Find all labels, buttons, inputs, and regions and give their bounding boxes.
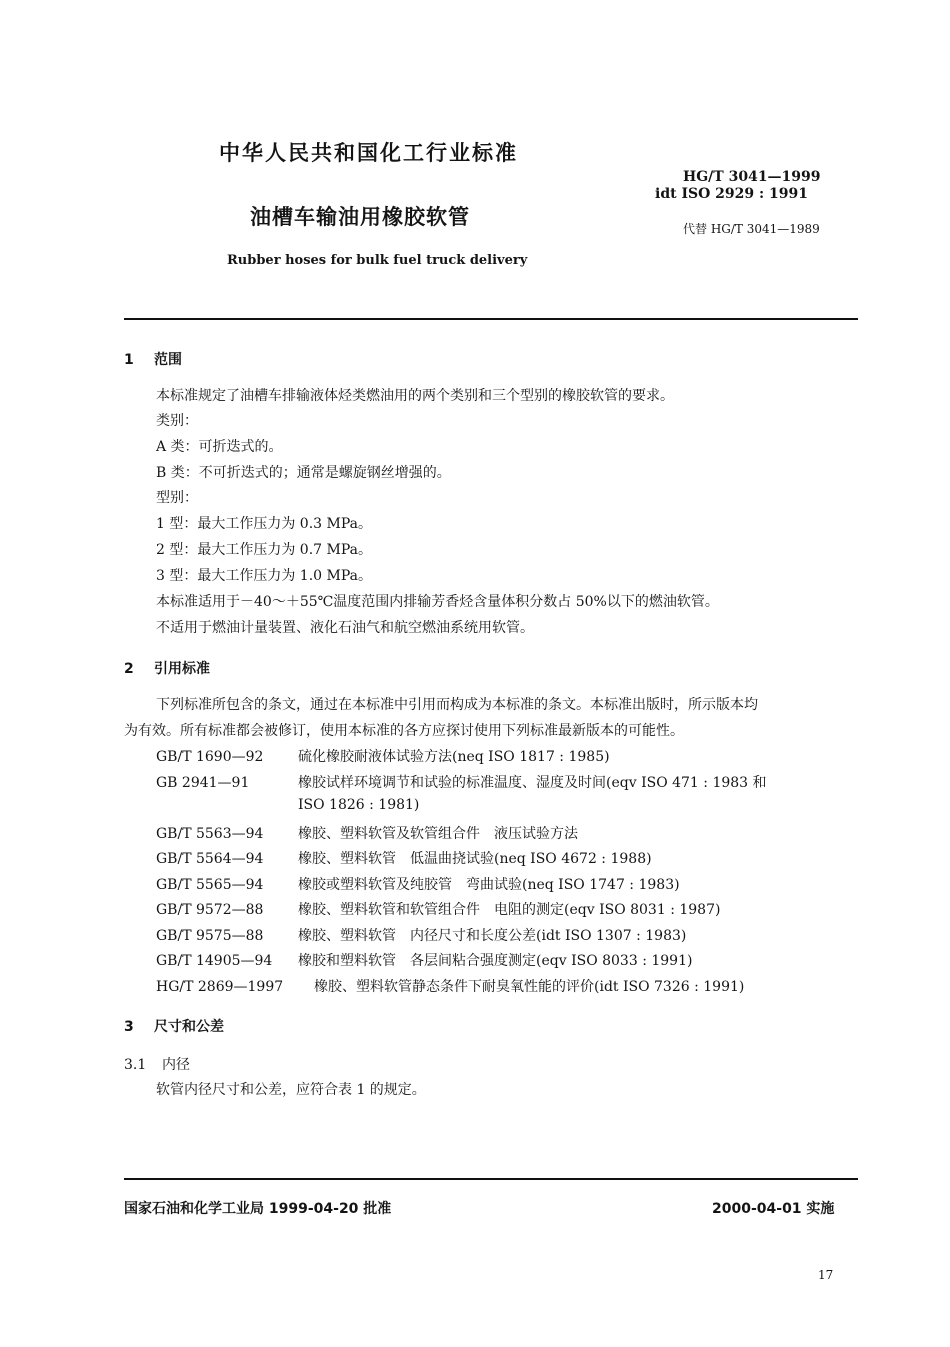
- reference-item: [156, 823, 578, 843]
- reference-title: 橡胶、塑料软管 内径尺寸和长度公差(idt ISO 1307 : 1983): [298, 928, 687, 944]
- section-number: 3: [124, 1019, 134, 1035]
- reference-item: [156, 772, 767, 792]
- reference-item: [156, 925, 686, 945]
- reference-title: 硫化橡胶耐液体试验方法(neq ISO 1817 : 1985): [298, 749, 610, 765]
- paragraph-line: 1 型：最大工作压力为 0.3 MPa。: [156, 516, 372, 532]
- paragraph-line: 本标准规定了油槽车排输液体烃类燃油用的两个类别和三个型别的橡胶软管的要求。: [156, 388, 674, 404]
- reference-item: [156, 848, 652, 868]
- section-title: 引用标准: [154, 661, 210, 677]
- paragraph-line: 下列标准所包含的条文，通过在本标准中引用而构成为本标准的条文。本标准出版时，所示版本均: [156, 697, 758, 713]
- paragraph-line: 3 型：最大工作压力为 1.0 MPa。: [156, 568, 372, 584]
- document-title: 油槽车输油用橡胶软管: [250, 205, 470, 229]
- reference-code: GB/T 9575—88: [156, 928, 264, 944]
- reference-item: [156, 874, 680, 894]
- paragraph-line: B 类：不可折迭式的；通常是螺旋钢丝增强的。: [156, 465, 451, 481]
- section-2-heading: [124, 658, 210, 678]
- reference-item: [156, 899, 720, 919]
- reference-code: GB/T 5565—94: [156, 877, 264, 893]
- reference-title: 橡胶、塑料软管静态条件下耐臭氧性能的评价(idt ISO 7326 : 1991): [314, 979, 745, 995]
- paragraph-line: 类别：: [156, 413, 198, 429]
- iso-equivalent: idt ISO 2929 : 1991: [655, 186, 809, 202]
- section-number: 2: [124, 661, 134, 677]
- reference-item: [156, 976, 744, 996]
- paragraph-line: A 类：可折迭式的。: [156, 439, 283, 455]
- reference-title: 橡胶、塑料软管和软管组合件 电阻的测定(eqv ISO 8031 : 1987): [298, 902, 721, 918]
- replaces-code: 代替 HG/T 3041—1989: [683, 222, 820, 236]
- paragraph-line: 本标准适用于－40～＋55℃温度范围内排输芳香烃含量体积分数占 50%以下的燃油软管。: [156, 594, 719, 610]
- reference-title: 橡胶和塑料软管 各层间粘合强度测定(eqv ISO 8033 : 1991): [298, 953, 693, 969]
- reference-code: GB/T 5564—94: [156, 851, 264, 867]
- subsection-heading: [124, 1054, 190, 1074]
- reference-title: 橡胶、塑料软管及软管组合件 液压试验方法: [298, 826, 578, 842]
- reference-code: GB/T 14905—94: [156, 953, 273, 969]
- reference-code: GB 2941—91: [156, 775, 250, 791]
- section-3-heading: [124, 1016, 224, 1036]
- page-number: 17: [818, 1268, 834, 1282]
- reference-item: [156, 746, 610, 766]
- reference-title: 橡胶、塑料软管 低温曲挠试验(neq ISO 4672 : 1988): [298, 851, 652, 867]
- reference-code: GB/T 9572—88: [156, 902, 264, 918]
- paragraph-line: 软管内径尺寸和公差，应符合表 1 的规定。: [156, 1082, 426, 1098]
- paragraph-line: 为有效。所有标准都会被修订，使用本标准的各方应探讨使用下列标准最新版本的可能性。: [124, 723, 684, 739]
- reference-title: 橡胶试样环境调节和试验的标准温度、湿度及时间(eqv ISO 471 : 1983 和: [298, 775, 767, 791]
- reference-continuation: ISO 1826 : 1981): [298, 797, 420, 813]
- effective-date: 2000-04-01 实施: [712, 1201, 835, 1217]
- english-title: Rubber hoses for bulk fuel truck delivery: [227, 253, 528, 268]
- subsection-title: 内径: [162, 1057, 190, 1073]
- paragraph-line: 2 型：最大工作压力为 0.7 MPa。: [156, 542, 372, 558]
- subsection-number: 3.1: [124, 1057, 147, 1073]
- standard-code: HG/T 3041—1999: [683, 169, 821, 185]
- section-title: 范围: [154, 352, 182, 368]
- section-title: 尺寸和公差: [154, 1019, 224, 1035]
- section-1-heading: [124, 349, 182, 369]
- reference-item: [156, 950, 692, 970]
- reference-code: GB/T 1690—92: [156, 749, 264, 765]
- reference-code: HG/T 2869—1997: [156, 979, 284, 995]
- section-number: 1: [124, 352, 134, 368]
- approval-line: 国家石油和化学工业局 1999-04-20 批准: [124, 1201, 392, 1217]
- standard-type-heading: 中华人民共和国化工行业标准: [219, 141, 518, 165]
- reference-code: GB/T 5563—94: [156, 826, 264, 842]
- paragraph-line: 不适用于燃油计量装置、液化石油气和航空燃油系统用软管。: [156, 620, 534, 636]
- bottom-rule: [124, 1178, 858, 1180]
- reference-title: 橡胶或塑料软管及纯胶管 弯曲试验(neq ISO 1747 : 1983): [298, 877, 680, 893]
- paragraph-line: 型别：: [156, 490, 198, 506]
- top-rule: [124, 318, 858, 320]
